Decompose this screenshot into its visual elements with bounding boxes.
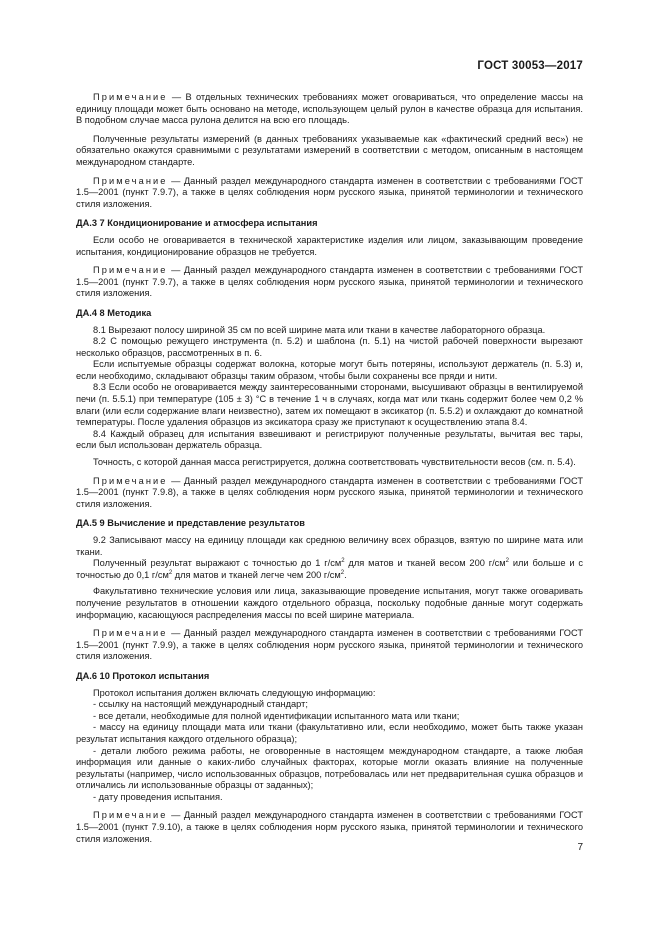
superscript: 2 (168, 569, 173, 576)
list-item: - дату проведения испытания. (93, 791, 223, 802)
body-paragraph: 8.2 С помощью режущего инструмента (п. 5.2) и шаблона (п. 5.1) на чистой рабочей поверхности вырезают несколько образцов, рассмотренных в п. 6. (76, 336, 583, 358)
body-paragraph: 8.3 Если особо не оговаривается между заинтересованными сторонами, высушивают образцы в вентилируемой печи (п. 5.5.1) при температуре (105 ± 3) °С в течение 1 ч в случаях, когда мат или ткань содержит более чем 0,2 % влаги (или если содержание влаги неизвестно), затем их помещают в эксикатор (п. 5.5.2) и охлаждают до комнатной температуры. После удаления образцов из эксикатора сразу же приступают к осуществлению этапа 8.4. (76, 382, 583, 428)
body-paragraph: 8.4 Каждый образец для испытания взвешивают и регистрируют полученные результаты, вычитая вес тары, если был использован держатель образца. (76, 428, 583, 451)
note-text: — Данный раздел международного стандарта изменен в соответствии с требованиями ГОСТ 1.5—2001 (пункт 7.9.9), а также в целях соблюдения норм русского языка, принятой терминологии и технического стиля изложения. (76, 628, 583, 662)
text-run: . (344, 569, 347, 580)
section-heading: ДА.6 10 Протокол испытания (76, 670, 210, 681)
body-paragraph: Протокол испытания должен включать следующую информацию: (93, 687, 376, 698)
list-item: - ссылку на настоящий международный стандарт; (93, 699, 308, 710)
list-item: - все детали, необходимые для полной идентификации испытанного мата или ткани; (93, 710, 460, 721)
list-item: - массу на единицу площади мата или ткани (факультативно или, если необходимо, может быть также указан результат испытания каждого отдельного образца); (76, 722, 583, 744)
note-label: Примечание (93, 475, 168, 486)
body-paragraph (76, 558, 583, 581)
text-run: для матов и тканей легче чем 200 г/см (172, 569, 341, 580)
section-heading: ДА.5 9 Вычисление и представление результатов (76, 518, 305, 529)
note-text: — Данный раздел международного стандарта изменен в соответствии с требованиями ГОСТ 1.5—2001 (пункт 7.9.7), а также в целях соблюдения норм русского языка, принятой терминологии и технического стиля изложения. (76, 265, 583, 299)
note-paragraph (76, 628, 583, 663)
section-heading: ДА.4 8 Методика (76, 307, 152, 318)
body-paragraph: Если особо не оговаривается в технической характеристике изделия или лицом, заказывающим проведение испытания, кондиционирование образцов не требуется. (76, 234, 583, 257)
note-paragraph (76, 810, 583, 845)
note-text: — Данный раздел международного стандарта изменен в соответствии с требованиями ГОСТ 1.5—2001 (пункт 7.9.8), а также в целях соблюдения норм русского языка, принятой терминологии и технического стиля изложения. (76, 475, 583, 509)
note-label: Примечание (93, 265, 168, 276)
document-code: ГОСТ 30053—2017 (477, 60, 583, 72)
note-paragraph (76, 265, 583, 300)
section-heading: ДА.3 7 Кондиционирование и атмосфера испытания (76, 218, 318, 229)
note-text: — Данный раздел международного стандарта изменен в соответствии с требованиями ГОСТ 1.5—2001 (пункт 7.9.10), а также в целях соблюдения норм русского языка, принятой терминологии и технического стиля изложения. (76, 810, 583, 844)
note-label: Примечание (93, 92, 168, 102)
text-run: для матов и тканей весом 200 г/см (344, 558, 506, 569)
body-paragraph: Точность, с которой данная масса регистрируется, должна соответствовать чувствительности весов (см. п. 5.4). (93, 457, 576, 468)
body-paragraph: 8.1 Вырезают полосу шириной 35 см по всей ширине мата или ткани в качестве лабораторного образца. (93, 324, 546, 335)
list-item: - детали любого режима работы, не оговоренные в настоящем международном стандарте, а также любая информация или данные о каких-либо случайных факторах, которые могли оказать влияние на полученные результаты (например, число использованных образцов, потребовалась или нет предварительная сушка образцов и отличались ли использованные образцы от заданных); (76, 745, 583, 791)
superscript: 2 (341, 558, 345, 565)
body-paragraph: Если испытуемые образцы содержат волокна, которые могут быть потеряны, используют держатель (п. 5.3) и, если необходимо, складывают образцы таким образом, чтобы были сохранены все пряди и нити. (76, 359, 583, 381)
superscript: 2 (505, 558, 509, 565)
body-paragraph: Факультативно технические условия или лица, заказывающие проведение испытания, могут также оговаривать получение результатов в отношении каждого отдельного образца, поскольку подобные данные могут содержать информацию, касающуюся распределения массы по всей ширине материала. (76, 586, 583, 620)
body-paragraph: 9.2 Записывают массу на единицу площади как среднюю величину всех образцов, взятую по ширине мата или ткани. (76, 535, 583, 557)
page-body (76, 92, 583, 845)
note-label: Примечание (93, 810, 168, 821)
note-paragraph (76, 92, 583, 127)
page-number: 7 (577, 842, 583, 853)
body-paragraph: Полученные результаты измерений (в данных требованиях указываемые как «фактический средний вес») не обязательно окажутся сравнимыми с результатами измерений в соответствии с методом, описанным в настоящем международном стандарте. (76, 133, 583, 167)
note-paragraph (76, 176, 583, 211)
note-text: — В отдельных технических требованиях может оговариваться, что определение массы на единицу площади может быть основано на методе, использующем целый рулон в качестве образца для испытания. В подобном случае масса рулона делится на всю его площадь. (76, 92, 583, 126)
text-run: или больше и с точностью до 0,1 г/см (76, 558, 583, 580)
text-run: Полученный результат выражают с точностью до 1 г/см (93, 558, 342, 569)
superscript: 2 (340, 569, 345, 576)
note-paragraph (76, 476, 583, 511)
note-label: Примечание (93, 175, 168, 186)
note-label: Примечание (93, 628, 168, 639)
note-text: — Данный раздел международного стандарта изменен в соответствии с требованиями ГОСТ 1.5—2001 (пункт 7.9.7), а также в целях соблюдения норм русского языка, принятой терминологии и технического стиля изложения. (76, 175, 583, 209)
